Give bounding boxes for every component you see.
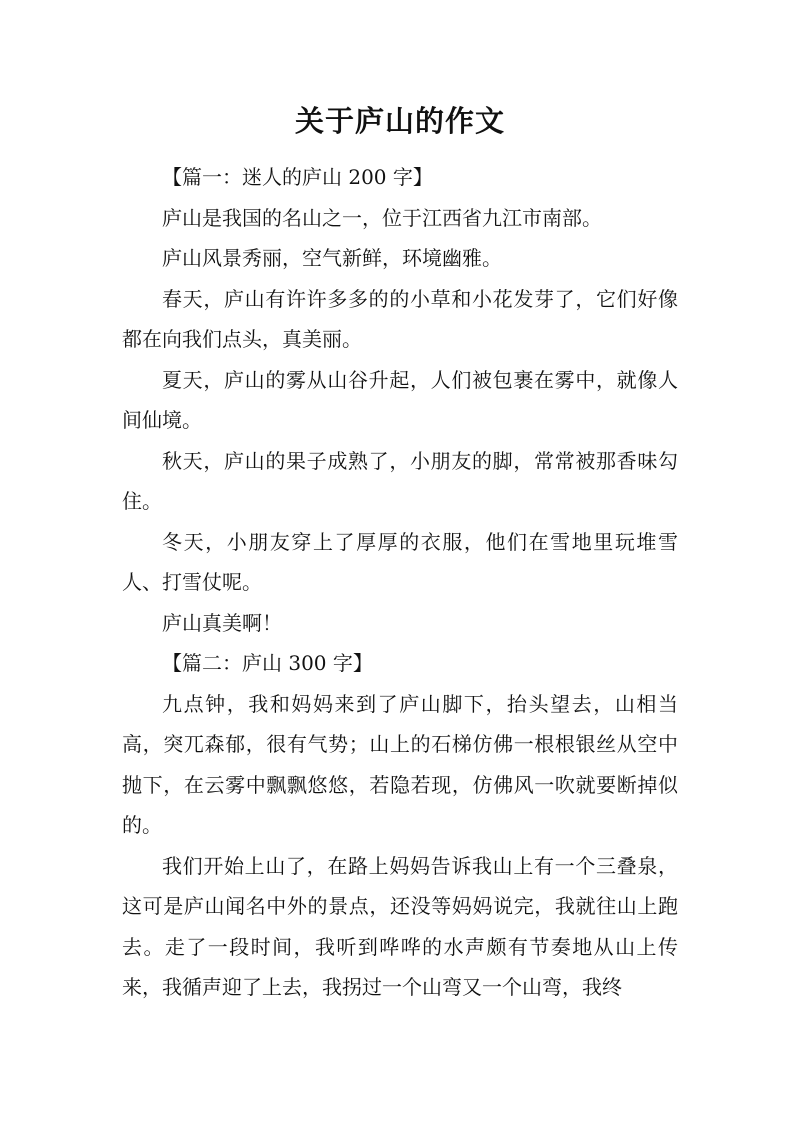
paragraph: 夏天，庐山的雾从山谷升起，人们被包裹在雾中，就像人间仙境。 <box>122 367 678 432</box>
section-heading: 【篇二：庐山 300 字】 <box>162 651 373 675</box>
document-title: 关于庐山的作文 <box>294 104 505 138</box>
document-body <box>122 157 678 1008</box>
section-heading: 【篇一：迷人的庐山 200 字】 <box>162 165 433 189</box>
paragraph: 庐山真美啊！ <box>162 610 282 635</box>
paragraph: 秋天，庐山的果子成熟了，小朋友的脚，常常被那香味勾住。 <box>122 448 678 513</box>
paragraph: 冬天，小朋友穿上了厚厚的衣服，他们在雪地里玩堆雪人、打雪仗呢。 <box>122 529 678 594</box>
paragraph: 庐山是我国的名山之一，位于江西省九江市南部。 <box>162 205 602 230</box>
paragraph: 九点钟，我和妈妈来到了庐山脚下，抬头望去，山相当高，突兀森郁，很有气势；山上的石梯仿佛一根根银丝从空中抛下，在云雾中飘飘悠悠，若隐若现，仿佛风一吹就要断掉似的。 <box>122 691 678 837</box>
paragraph: 庐山风景秀丽，空气新鲜，环境幽雅。 <box>162 246 502 270</box>
paragraph: 我们开始上山了，在路上妈妈告诉我山上有一个三叠泉，这可是庐山闻名中外的景点，还没等妈妈说完，我就往山上跑去。走了一段时间，我听到哗哗的水声颇有节奏地从山上传来，我循声迎了上去，我拐过一个山弯又一个山弯，我终 <box>122 853 678 999</box>
paragraph: 春天，庐山有许许多多的的小草和小花发芽了，它们好像都在向我们点头，真美丽。 <box>122 286 678 351</box>
